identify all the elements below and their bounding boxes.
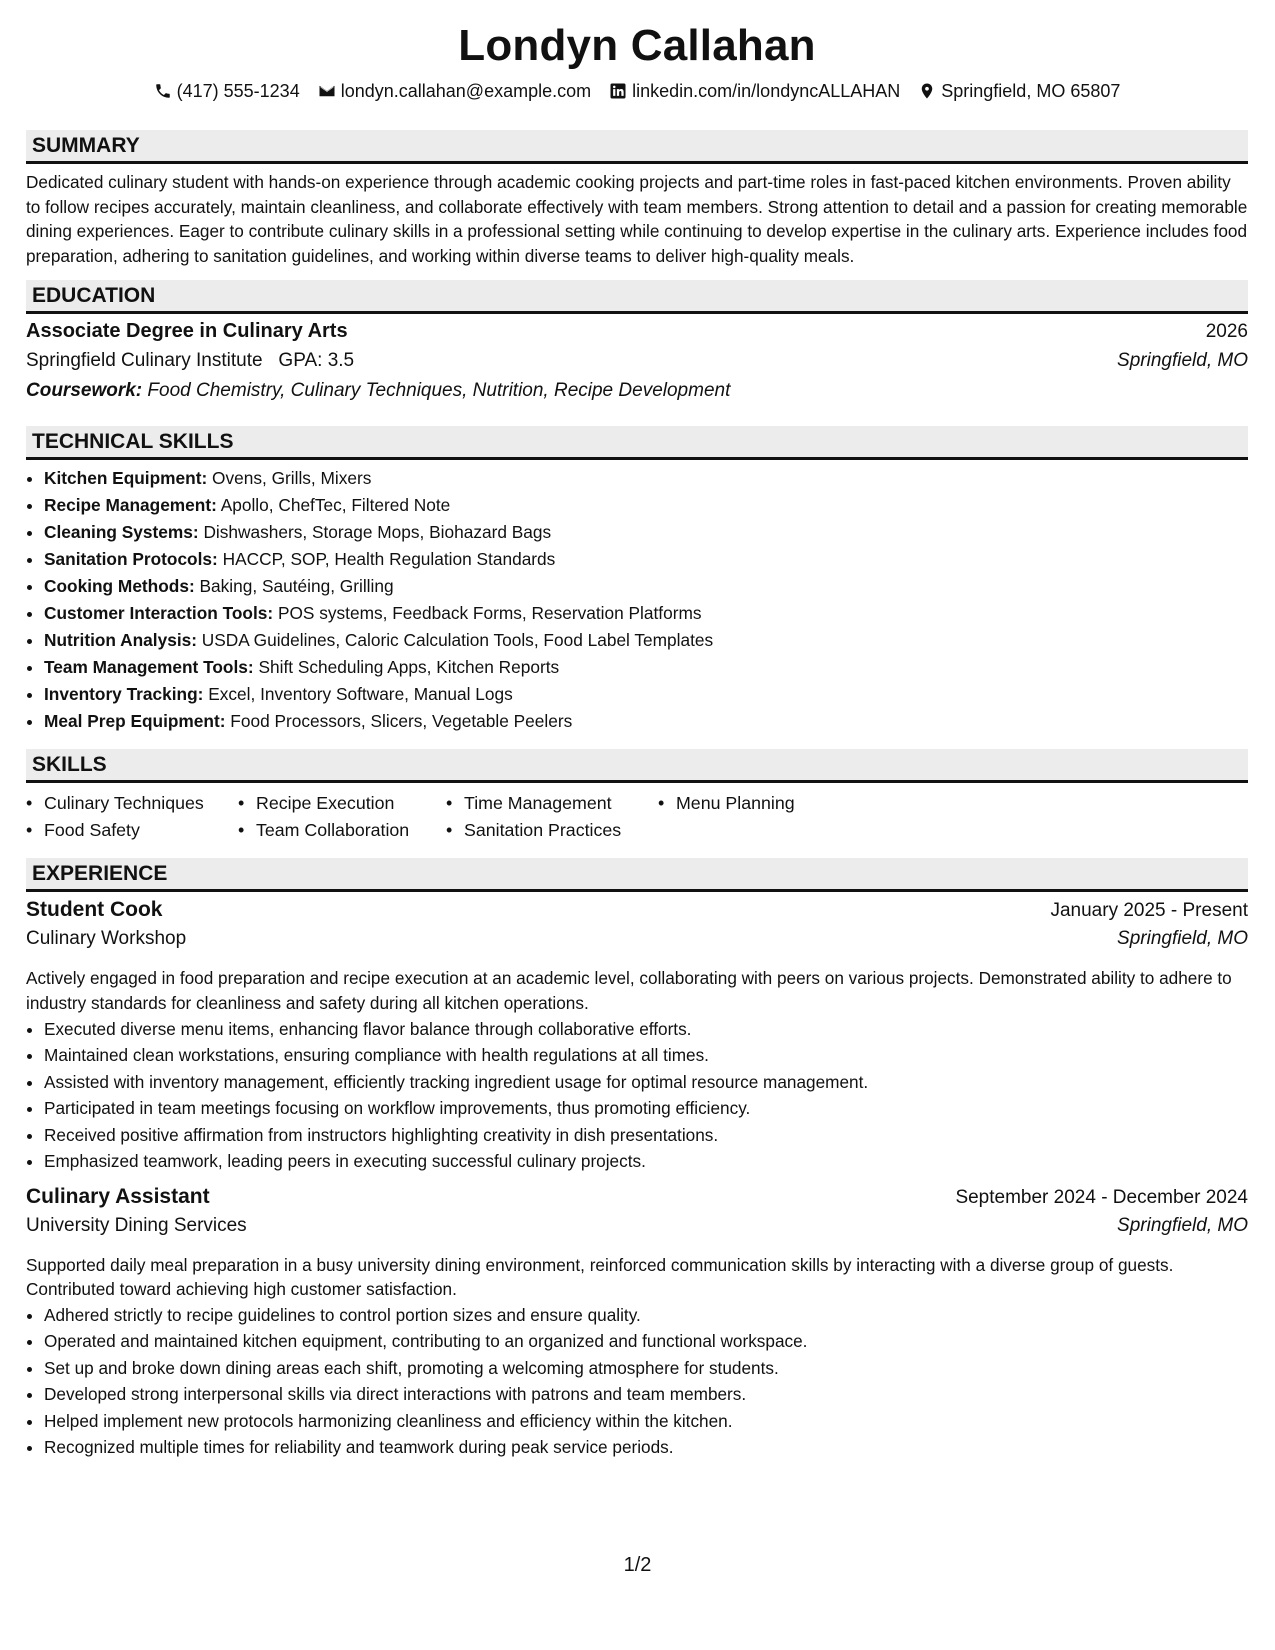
list-item: • Assisted with inventory management, efficiently tracking ingredient usage for optimal resource management. [44,1069,1248,1096]
job-dates: September 2024 - December 2024 [955,1186,1248,1208]
skill-label: Nutrition Analysis: [44,630,197,651]
skill-label: Cleaning Systems: [44,522,199,543]
school-line [26,350,354,372]
job-bullets [26,1016,1248,1175]
skill-label: Sanitation Protocols: [44,549,218,570]
phone-text: (417) 555-1234 [176,80,300,101]
contact-location [918,81,1120,102]
skill-item: • Team Collaboration [238,817,446,844]
gpa: GPA: 3.5 [278,350,355,372]
page-number: 1/2 [623,1554,652,1576]
skill-label: Customer Interaction Tools: [44,603,274,624]
list-item: • Emphasized teamwork, leading peers in executing successful culinary projects. [44,1148,1248,1175]
skill-value: Baking, Sautéing, Grilling [199,576,394,597]
candidate-name: Londyn Callahan [458,21,816,70]
job-description: Actively engaged in food preparation and recipe execution at an academic level, collaborating with peers on various projects. Demonstrated ability to adhere to industry standards for cleanliness and safety during all kitchen operations. [26,968,1232,1013]
list-item: • Operated and maintained kitchen equipment, contributing to an organized and functional workspace. [44,1328,1248,1355]
education-header: EDUCATION [26,280,1248,314]
school-name: Springfield Culinary Institute [26,350,263,372]
skill-value: Dishwashers, Storage Mops, Biohazard Bags [203,522,552,543]
degree-title: Associate Degree in Culinary Arts [26,320,348,343]
list-item: • Maintained clean workstations, ensuring compliance with health regulations at all times. [44,1042,1248,1069]
list-item: • Executed diverse menu items, enhancing flavor balance through collaborative efforts. [44,1016,1248,1043]
list-item [44,573,1248,600]
education-entry [26,320,1248,410]
skills-grid [26,790,1248,844]
experience-header: EXPERIENCE [26,858,1248,892]
job-bullets [26,1302,1248,1461]
email-text: londyn.callahan@example.com [340,80,592,101]
contact-email[interactable] [318,81,591,102]
list-item [44,627,1248,654]
list-item: • Participated in team meetings focusing on workflow improvements, thus promoting efficiency. [44,1095,1248,1122]
list-item [44,492,1248,519]
graduation-year: 2026 [1205,321,1248,343]
skill-value: Shift Scheduling Apps, Kitchen Reports [258,657,560,678]
job-entry [26,1185,1248,1461]
job-dates: January 2025 - Present [1050,900,1248,922]
location-text: Springfield, MO 65807 [941,80,1121,101]
job-title: Culinary Assistant [26,1184,210,1208]
job-location: Springfield, MO [1117,1214,1248,1236]
skill-value: USDA Guidelines, Caloric Calculation Tools, Food Label Templates [201,630,714,651]
skill-label: Cooking Methods: [44,576,195,597]
coursework-line [26,380,1248,410]
skill-label: Team Management Tools: [44,657,254,678]
map-pin-icon [918,82,936,100]
summary-text: Dedicated culinary student with hands-on experience through academic cooking projects and part-time roles in fast-paced kitchen environments. Proven ability to follow recipes accurately, maintain cleanliness, and collaborate effectively with team members. Strong attention to detail and a passion for creating memorable dining experiences. Eager to contribute culinary skills in a professional setting while continuing to develop expertise in the culinary arts. Experience includes food preparation, adhering to sanitation guidelines, and working within diverse teams to deliver high-quality meals. [26,172,1248,266]
list-item: • Helped implement new protocols harmonizing cleanliness and efficiency within the kitchen. [44,1408,1248,1435]
list-item: • Set up and broke down dining areas each shift, promoting a welcoming atmosphere for students. [44,1355,1248,1382]
list-item: • Recognized multiple times for reliability and teamwork during peak service periods. [44,1434,1248,1461]
skill-value: Ovens, Grills, Mixers [212,468,372,489]
list-item [44,465,1248,492]
job-description: Supported daily meal preparation in a busy university dining environment, reinforced communication skills by interacting with a diverse group of guests. Contributed toward achieving high customer satisfaction. [26,1254,1174,1300]
linkedin-icon [609,82,627,100]
skill-label: Recipe Management: [44,495,217,516]
phone-icon [154,82,172,100]
list-item [44,519,1248,546]
job-company: Culinary Workshop [26,928,187,950]
skill-value: HACCP, SOP, Health Regulation Standards [222,549,556,570]
skill-value: Food Processors, Slicers, Vegetable Peelers [230,711,573,732]
envelope-icon [318,82,336,100]
list-item [44,546,1248,573]
technical-skills-list [26,465,1248,735]
linkedin-text: linkedin.com/in/londyncALLAHAN [632,80,901,101]
skill-label: Inventory Tracking: [44,684,204,705]
job-title: Student Cook [26,898,163,922]
skill-item: • Sanitation Practices [446,817,658,844]
coursework-label: Coursework: [26,380,143,402]
list-item [44,708,1248,735]
technical-skills-header: TECHNICAL SKILLS [26,426,1248,460]
list-item [44,681,1248,708]
skill-item: • Recipe Execution [238,790,446,817]
skill-item: • Menu Planning [658,790,858,817]
contact-bar [26,78,1248,104]
list-item: • Adhered strictly to recipe guidelines to control portion sizes and ensure quality. [44,1302,1248,1329]
list-item: • Developed strong interpersonal skills via direct interactions with patrons and team members. [44,1381,1248,1408]
school-location: Springfield, MO [1117,350,1248,372]
skill-value: Apollo, ChefTec, Filtered Note [220,495,451,516]
job-entry [26,898,1248,1174]
list-item: • Received positive affirmation from instructors highlighting creativity in dish presentations. [44,1122,1248,1149]
skill-label: Meal Prep Equipment: [44,711,226,732]
coursework-list: Food Chemistry, Culinary Techniques, Nutrition, Recipe Development [147,380,731,402]
list-item [44,654,1248,681]
skill-item: • Time Management [446,790,658,817]
job-location: Springfield, MO [1117,928,1248,950]
summary-header: SUMMARY [26,130,1248,164]
skill-value: POS systems, Feedback Forms, Reservation Platforms [277,603,702,624]
skill-item: • Food Safety [26,817,238,844]
skill-value: Excel, Inventory Software, Manual Logs [208,684,513,705]
skills-header: SKILLS [26,749,1248,783]
skill-label: Kitchen Equipment: [44,468,208,489]
resume-page [26,18,1248,1461]
job-company: University Dining Services [26,1214,247,1236]
contact-phone[interactable] [154,81,300,102]
contact-linkedin[interactable] [609,81,900,102]
list-item [44,600,1248,627]
skill-item: • Culinary Techniques [26,790,238,817]
